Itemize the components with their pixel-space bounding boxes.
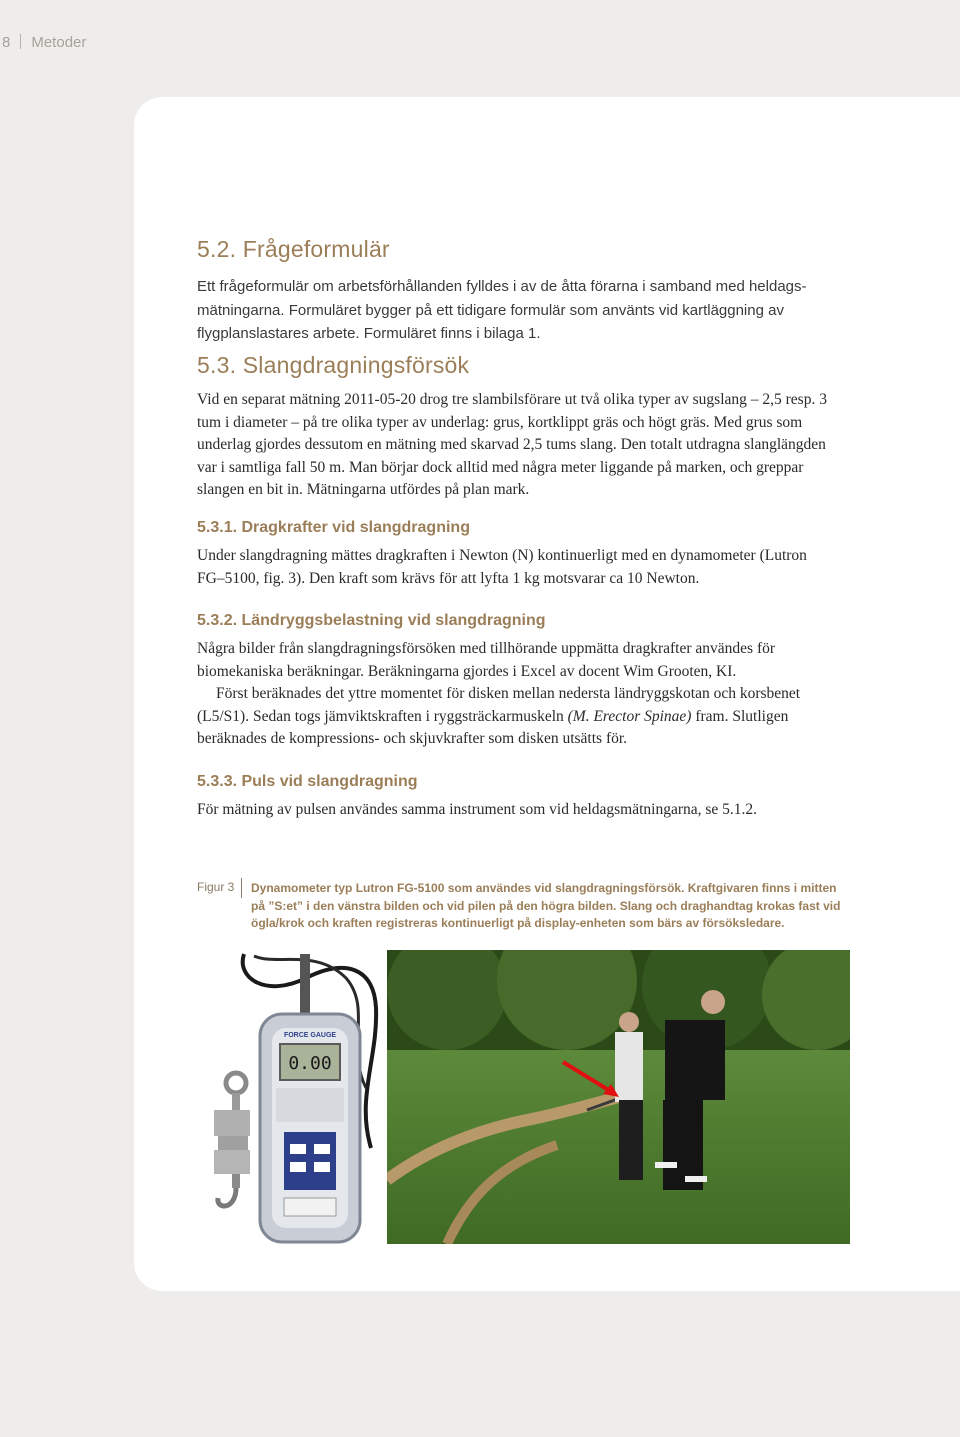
section-5-3-3 [197, 773, 837, 822]
section-5-3-text: Vid en separat mätning 2011-05-20 drog tre slambilsförare ut två olika typer av sugslang – 2,5 resp. 3 tum i diameter – på tre olika typer av underlag: grus, kortklippt gräs och högt gräs. Med grus som underlag gjordes dessutom en mätning med skarvad 2,5 tums slang. Den totalt utdragna slanglängden var i samtliga fall 50 m. Man börjar dock alltid med några meter liggande på marken, och greppar slangen en bit in. Mätningarna utfördes på plan mark. [197, 391, 827, 498]
device-display-value: 0.00 [288, 1053, 332, 1074]
figure-caption: Dynamometer typ Lutron FG-5100 som användes vid slangdragningsförsök. Kraftgivaren finns i mitten på ”S:et” i den vänstra bilden och vid pilen på den högra bilden. Slang och draghandtag krokas fast vid ögla/krok och kraften registreras kontinuerligt på display-enheten som bärs av försöksledare. [251, 881, 841, 930]
section-5-3-1-text: Under slangdragning mättes dragkraften i Newton (N) kontinuerligt med en dynamometer (Lutron FG–5100, fig. 3). Den kraft som krävs för att lyfta 1 kg motsvarar ca 10 Newton. [197, 547, 807, 587]
figure-label: Figur 3 [197, 880, 235, 894]
page-number: 8 [2, 34, 11, 51]
section-5-3 [197, 352, 837, 502]
section-5-3-1 [197, 519, 837, 590]
header-divider [20, 34, 21, 49]
section-5-3-3-title: 5.3.3. Puls vid slangdragning [197, 773, 418, 790]
dynamometer-photo [196, 948, 380, 1244]
field-test-photo [387, 950, 850, 1244]
section-5-2-text: Ett frågeformulär om arbetsförhållanden fylldes i av de åtta förarna i samband med heldags-mätningarna. Formuläret bygger på ett tidigare formulär som använts vid kartläggning av flygplanslastares arbete. Formuläret finns i bilaga 1. [197, 278, 807, 342]
figure-label-divider [241, 878, 242, 898]
section-5-3-2-text-2: Först beräknades det yttre momentet för disken mellan nedersta ländryggskotan och korsbenet (L5/S1). Sedan togs jämviktskraften i ryggsträckarmuskeln (M. Erector Spinae) fram. Slutligen beräknades de kompressions- och skjuvkrafter som disken utsätts för. [197, 685, 801, 747]
section-5-3-3-text: För mätning av pulsen användes samma instrument som vid heldagsmätningarna, se 5.1.2. [197, 801, 758, 818]
section-5-3-2-title: 5.3.2. Ländryggsbelastning vid slangdragning [197, 612, 546, 629]
section-5-2-title: 5.2. Frågeformulär [197, 236, 390, 262]
device-header-label: FORCE GAUGE [283, 1032, 337, 1039]
running-header [2, 34, 86, 51]
section-5-2 [197, 236, 837, 346]
section-name: Metoder [31, 34, 87, 51]
section-5-3-2-text-1: Några bilder från slangdragningsförsöken med tillhörande uppmätta dragkrafter användes för biomekaniska beräkningar. Beräkningarna gjordes i Excel av docent Wim Grooten, KI. [197, 640, 776, 680]
section-5-3-2 [197, 612, 837, 751]
section-5-3-title: 5.3. Slangdragningsförsök [197, 352, 470, 378]
section-5-3-1-title: 5.3.1. Dragkrafter vid slangdragning [197, 519, 470, 536]
